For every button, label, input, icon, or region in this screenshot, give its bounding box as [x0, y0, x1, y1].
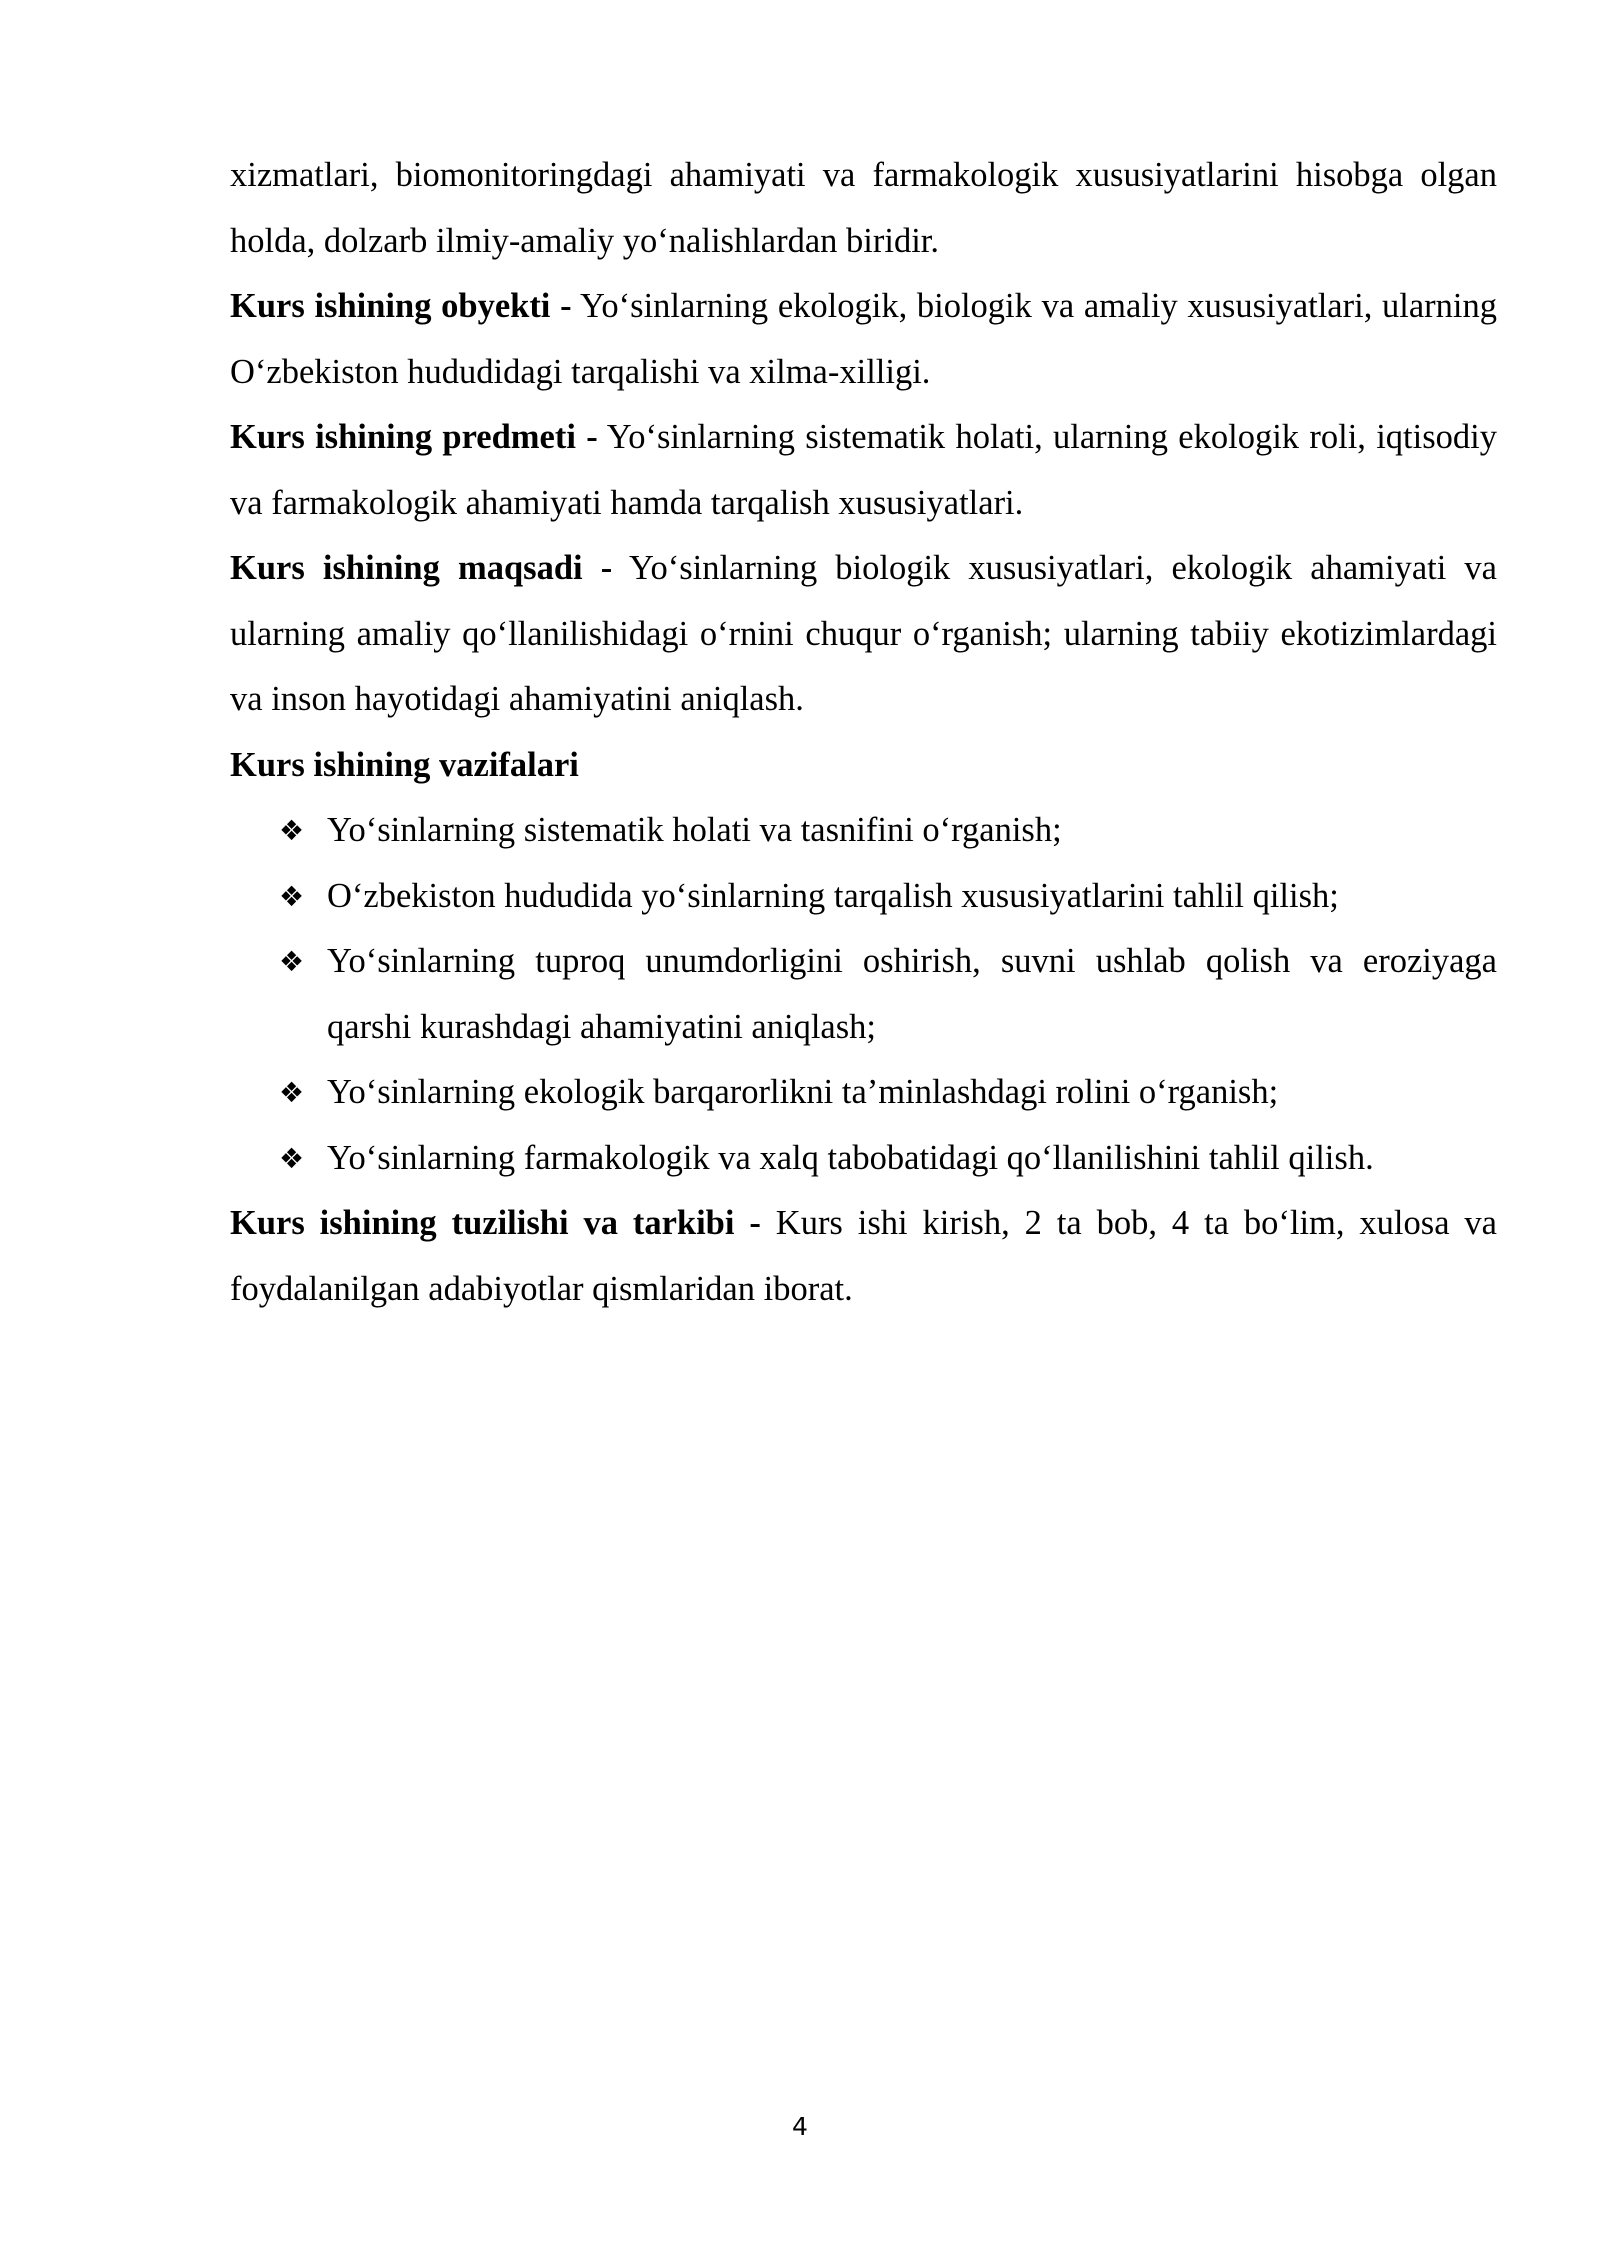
maqsad-label: Kurs ishining maqsadi - [230, 549, 613, 587]
list-item-text: Yo‘sinlarning farmakologik va xalq tabobatidagi qo‘llanilishini tahlil qilish. [327, 1138, 1374, 1177]
predmet-label: Kurs ishining predmeti - [230, 418, 598, 456]
four-diamond-bullet-icon: ❖ [279, 879, 305, 913]
list-item-text: O‘zbekiston hududida yo‘sinlarning tarqalish xususiyatlarini tahlil qilish; [327, 876, 1339, 915]
tuzilish-paragraph [230, 1191, 1497, 1322]
page-content [230, 143, 1497, 1322]
page-number: 4 [792, 2112, 808, 2141]
list-item [279, 1126, 1497, 1192]
obyekt-text: Yo‘sinlarning ekologik, biologik va amaliy xususiyatlari, ularning O‘zbekiston hududidagi tarqalishi va xilma-xilligi. [230, 287, 1497, 391]
vazifalar-heading: Kurs ishining vazifalari [230, 745, 579, 784]
tuzilish-label: Kurs ishining tuzilishi va tarkibi - [230, 1204, 761, 1242]
predmet-text: Yo‘sinlarning sistematik holati, ularning ekologik roli, iqtisodiy va farmakologik ahamiyati hamda tarqalish xususiyatlari. [230, 418, 1497, 522]
predmet-paragraph [230, 405, 1497, 536]
list-item [279, 798, 1497, 864]
four-diamond-bullet-icon: ❖ [279, 1076, 305, 1109]
four-diamond-bullet-icon: ❖ [279, 1141, 305, 1175]
maqsad-paragraph [230, 536, 1497, 733]
list-item-text: Yo‘sinlarning sistematik holati va tasnifini o‘rganish; [327, 811, 1062, 849]
four-diamond-bullet-icon: ❖ [279, 814, 305, 847]
list-item [279, 929, 1497, 1060]
tasks-list [230, 798, 1497, 1191]
tuzilish-text: Kurs ishi kirish, 2 ta bob, 4 ta bo‘lim, xulosa va foydalanilgan adabiyotlar qismlaridan iborat. [230, 1204, 1497, 1308]
four-diamond-bullet-icon: ❖ [279, 945, 305, 978]
continuation-paragraph: xizmatlari, biomonitoringdagi ahamiyati va farmakologik xususiyatlarini hisobga olgan holda, dolzarb ilmiy-amaliy yo‘nalishlardan biridir. [230, 156, 1497, 260]
list-item [279, 1060, 1497, 1126]
list-item-text: Yo‘sinlarning tuproq unumdorligini oshirish, suvni ushlab qolish va eroziyaga qarshi kurashdagi ahamiyatini aniqlash; [327, 942, 1497, 1046]
obyekt-paragraph [230, 274, 1497, 405]
obyekt-label: Kurs ishining obyekti - [230, 287, 572, 325]
list-item [279, 864, 1497, 930]
list-item-text: Yo‘sinlarning ekologik barqarorlikni ta’minlashdagi rolini o‘rganish; [327, 1073, 1279, 1111]
maqsad-text: Yo‘sinlarning biologik xususiyatlari, ekologik ahamiyati va ularning amaliy qo‘llanilishidagi o‘rnini chuqur o‘rganish; ularning tabiiy ekotizimlardagi va inson hayotidagi ahamiyatini aniqlash. [230, 549, 1497, 718]
